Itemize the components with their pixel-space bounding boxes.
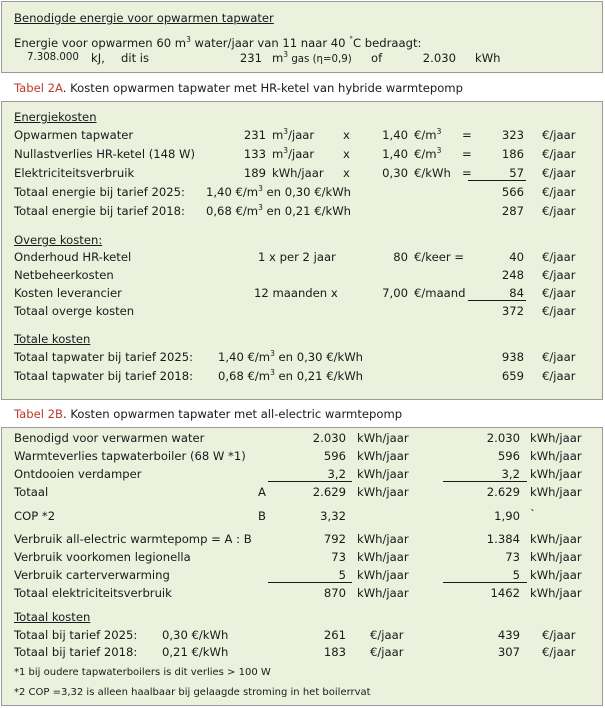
table-row: Verbruik all-electric warmtepomp = A : B [14,532,252,546]
caption-tabel-2b: Tabel 2B. Kosten opwarmen tapwater met all-electric warmtepomp [14,407,403,421]
intro-heading: Benodigde energie voor opwarmen tapwater [14,11,274,25]
sum-line [268,582,352,583]
energiekosten-heading: Energiekosten [14,110,97,124]
table-row: Benodigd voor verwarmen water [14,431,205,445]
sum-line [468,300,526,301]
sum-line [443,481,527,482]
table-row: Nullastverlies HR-ketel (148 W) [14,147,196,161]
intro-kj-unit: kJ, [91,51,105,65]
table-row: Totaal tapwater bij tarief 2025: [14,350,194,364]
table-row: Totaal energie bij tarief 2025: [14,185,185,199]
table-row: COP *2 [14,509,56,523]
table-row: Totaal tapwater bij tarief 2018: [14,369,194,383]
table-row: Verbruik carterverwarming [14,568,170,582]
table-row: Totaal bij tarief 2025: [14,628,138,642]
table-row: Warmteverlies tapwaterboiler (68 W *1) [14,449,246,463]
intro-gas-value: 231 [239,51,262,65]
table-row: Elektriciteitsverbruik [14,166,135,180]
table-row: Ontdooien verdamper [14,467,142,481]
table-row: Onderhoud HR-ketel [14,250,132,264]
intro-kwh-unit: kWh [475,51,501,65]
overige-kosten-heading: Overge kosten: [14,233,103,247]
sum-line [268,481,352,482]
intro-kj-value: 7.308.000 [27,52,79,63]
intro-of: of [371,51,383,65]
intro-kwh-value: 2.030 [422,51,456,65]
totale-kosten-heading: Totale kosten [14,332,91,346]
caption-tabel-2a: Tabel 2A. Kosten opwarmen tapwater met HR-ketel van hybride warmtepomp [14,81,463,95]
table-row: Kosten leverancier [14,286,122,300]
table-row: Totaal overge kosten [14,304,135,318]
table-row: Verbruik voorkomen legionella [14,550,191,564]
table-row: Totaal [14,485,49,499]
footnote-1: *1 bij oudere tapwaterboilers is dit verlies > 100 W [14,667,271,678]
totaal-kosten-heading: Totaal kosten [14,610,91,624]
table-row: Netbeheerkosten [14,268,114,282]
sum-line [468,180,526,181]
intro-line-1: Energie voor opwarmen 60 $m^3$ water/jaar van 11 naar 40 °C bedraagt: [14,35,422,50]
sum-line [443,582,527,583]
footnote-2: *2 COP =3,32 is alleen haalbaar bij gelaagde stroming in het boilerrvat [14,687,371,698]
intro-dit-is: dit is [121,51,150,65]
table-row: Totaal elektriciteitsverbruik [14,586,172,600]
table-row: Totaal energie bij tarief 2018: [14,204,185,218]
intro-gas-unit: $m^3$ gas (η=0,9) [272,50,352,65]
table-row: Totaal bij tarief 2018: [14,645,138,659]
table-row: Opwarmen tapwater [14,128,134,142]
